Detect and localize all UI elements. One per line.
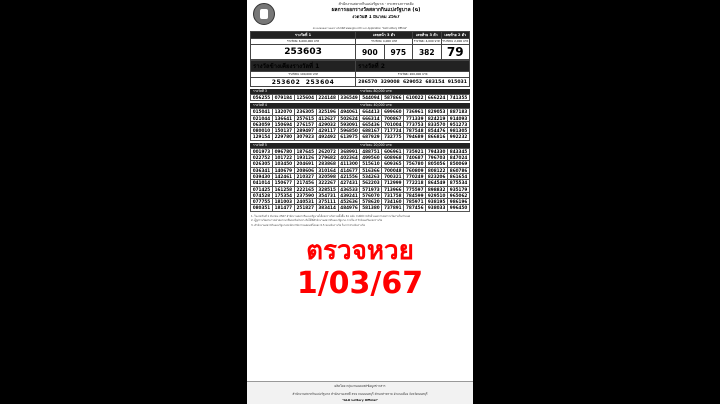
fifth-prize-number: 938195 [426, 199, 448, 205]
overlay-title: ตรวจหวย [306, 236, 414, 266]
fifth-prize-number: 499560 [360, 155, 382, 161]
draw-date: งวดวันที่ 1 มีนาคม 2567 [352, 15, 400, 19]
note-line: 2. ผู้ถูกรางวัลสามารถนำสลากมายื่นขอรับเงินรางวัลได้ที่สำนักงานสลากกินแบ่งรัฐบาล ภายใน 2 ปี นับแต่วันออกรางวัล [251, 219, 383, 223]
third-prize-amount: รางวัลละ 80,000 บาท [360, 89, 392, 93]
fourth-prize-number: 613975 [339, 134, 361, 140]
fourth-prize-number: 666314 [360, 116, 382, 122]
note-line: 1. ในงวดวันที่ 1 มีนาคม 2567 สำนักงานสลากกินแบ่งรัฐบาลได้ออกรางวัลรวมทั้งสิ้น 61 ฉบับ กรณีมีการทักท้วงผลการออกรางวัลภายในกำหนด [251, 214, 411, 218]
third-prize-number: 125604 [295, 95, 317, 101]
fifth-prize-number: 096780 [273, 149, 295, 155]
fourth-prize-number: 289497 [295, 128, 317, 134]
fourth-prize-number: 129154 [251, 134, 273, 140]
front3-label: เลขหน้า 3 ตัว [356, 32, 413, 39]
fifth-prize-number: 322267 [317, 180, 339, 186]
fourth-prize-number: 257615 [295, 116, 317, 122]
third-prize-number: 336549 [339, 95, 361, 101]
fifth-prize-number: 571973 [360, 187, 382, 193]
fifth-prize-number: 898832 [426, 187, 448, 193]
fourth-prize-number: 136641 [273, 116, 295, 122]
fourth-prize-number: 717724 [382, 128, 404, 134]
fourth-prize-number: 866816 [426, 134, 448, 140]
second-prize-number: 683154 [425, 79, 445, 85]
second-prize-label: รางวัลที่ 2 [356, 61, 470, 72]
fifth-prize-number: 484976 [339, 205, 361, 211]
fifth-prize-number: 320598 [317, 174, 339, 180]
fifth-prize-amount: รางวัลละ 20,000 บาท [360, 142, 392, 147]
footer-producer: ผลิตโดย กลุ่มงานเผยแพร่ข้อมูลข่าวสาร [334, 384, 386, 388]
fifth-prize-number: 713966 [382, 187, 404, 193]
fifth-prize-number: 262072 [317, 149, 339, 155]
third-prize-number: 666224 [426, 95, 448, 101]
second-prize-number: 286570 [358, 79, 378, 85]
fourth-prize-number: 150137 [273, 128, 295, 134]
fifth-prize-number: 001973 [251, 149, 273, 155]
fourth-prize-number: 700867 [382, 116, 404, 122]
fifth-prize-number: 283868 [317, 161, 339, 167]
fourth-prize-number: 502624 [339, 116, 361, 122]
fifth-prize-number: 074528 [251, 193, 273, 199]
fifth-prize-number: 935179 [448, 187, 470, 193]
fourth-prize-number: 854476 [426, 128, 448, 134]
fifth-prize-number: 534263 [360, 174, 382, 180]
fifth-prize-number: 210327 [295, 174, 317, 180]
fourth-prize-number: 596850 [339, 128, 361, 134]
fifth-prize-number: 436533 [339, 187, 361, 193]
fifth-prize-number: 700048 [382, 168, 404, 174]
fourth-prize-section [250, 103, 470, 140]
fifth-prize-number: 516366 [360, 168, 382, 174]
fifth-prize-section [250, 143, 470, 212]
fifth-prize-number: 731758 [382, 193, 404, 199]
fifth-prize-number: 222165 [295, 187, 317, 193]
fifth-prize-number: 787456 [404, 205, 426, 211]
fifth-prize-number: 237590 [295, 193, 317, 199]
second-prize-number: 329008 [380, 79, 400, 85]
third-prize-number: 587866 [382, 95, 404, 101]
fifth-prize-number: 041014 [251, 180, 273, 186]
fifth-prize-number: 760809 [404, 168, 426, 174]
fifth-prize-number: 735921 [404, 149, 426, 155]
fifth-prize-number: 823206 [426, 174, 448, 180]
fifth-prize-number: 847024 [448, 155, 470, 161]
fifth-prize-grid [250, 148, 470, 212]
fourth-prize-number: 494061 [339, 109, 361, 115]
fifth-prize-header [250, 143, 470, 148]
fifth-prize-number: 077755 [251, 199, 273, 205]
fifth-prize-number: 022752 [251, 155, 273, 161]
fourth-prize-label: รางวัลที่ 4 [253, 103, 267, 108]
fourth-prize-number: 132070 [273, 109, 295, 115]
glo-seal-icon [253, 3, 275, 25]
fifth-prize-number: 175354 [273, 193, 295, 199]
fifth-prize-number: 080351 [251, 205, 273, 211]
fifth-prize-number: 193126 [295, 155, 317, 161]
third-prize-grid [250, 94, 470, 101]
fifth-prize-number: 452636 [339, 199, 361, 205]
adjacent-numbers [251, 78, 356, 87]
front3-number: 975 [384, 45, 412, 60]
back3-number: 382 [413, 45, 441, 60]
adjacent-number: 253604 [305, 78, 335, 86]
fifth-prize-number: 402364 [339, 155, 361, 161]
fourth-prize-number: 492492 [317, 134, 339, 140]
fifth-prize-number: 578620 [360, 199, 382, 205]
fifth-prize-number: 368991 [339, 149, 361, 155]
fourth-prize-number: 276157 [295, 122, 317, 128]
fifth-prize-number: 208606 [295, 168, 317, 174]
front3-number: 900 [356, 45, 384, 60]
fifth-prize-number: 608968 [382, 155, 404, 161]
fourth-prize-number: 824219 [426, 116, 448, 122]
fifth-prize-number: 700321 [382, 174, 404, 180]
fourth-prize-number: 687929 [360, 134, 382, 140]
note-line: 3. สำนักงานสลากกินแบ่งรัฐบาลจะหักภาษีอากรแสตมป์ร้อยละ 0.5 ของเงินรางวัล ในการจ่ายเงินรางวัล [251, 223, 365, 227]
third-prize-number: 224148 [317, 95, 339, 101]
fifth-prize-number: 140679 [273, 168, 295, 174]
third-prize-number: 544094 [360, 95, 382, 101]
fourth-prize-number: 787548 [404, 128, 426, 134]
fourth-prize-number: 150694 [273, 122, 295, 128]
fifth-prize-number: 737891 [382, 205, 404, 211]
fifth-prize-number: 181477 [273, 205, 295, 211]
back3-label: เลขท้าย 3 ตัว [413, 32, 441, 39]
third-prize-section [250, 89, 470, 101]
fifth-prize-number: 515610 [360, 161, 382, 167]
fifth-prize-number: 411300 [339, 161, 361, 167]
fourth-prize-number: 887183 [448, 109, 470, 115]
second-prize-number: 629052 [402, 79, 423, 85]
fourth-prize-number: 688167 [360, 128, 382, 134]
fourth-prize-number: 080010 [251, 128, 273, 134]
fifth-prize-number: 279682 [317, 155, 339, 161]
second-prize-number: 915031 [447, 79, 467, 85]
fifth-prize-number: 375111 [317, 199, 339, 205]
verify-info: ตรวจสอบผลการออกรางวัลได้ที่ www.glo.or.th และ Application "GLO Lottery Official" [312, 27, 408, 30]
fifth-prize-number: 217456 [295, 180, 317, 186]
fourth-prize-number: 325196 [317, 109, 339, 115]
fifth-prize-number: 039430 [251, 174, 273, 180]
fifth-prize-number: 142461 [273, 174, 295, 180]
fourth-prize-number: 771339 [404, 116, 426, 122]
fifth-prize-number: 772218 [404, 180, 426, 186]
fourth-prize-number: 701004 [382, 122, 404, 128]
fifth-prize-number: 860786 [448, 168, 470, 174]
fourth-prize-number: 699660 [382, 109, 404, 115]
fifth-prize-number: 794330 [426, 149, 448, 155]
fifth-prize-number: 181003 [273, 199, 295, 205]
fifth-prize-number: 861654 [448, 174, 470, 180]
fourth-prize-number: 951273 [448, 122, 470, 128]
fourth-prize-number: 992232 [448, 134, 470, 140]
notes [251, 215, 469, 227]
lottery-results-sheet [247, 0, 473, 404]
fifth-prize-number: 354731 [317, 193, 339, 199]
fifth-prize-number: 609365 [382, 161, 404, 167]
third-prize-header [250, 89, 470, 94]
fourth-prize-number: 829053 [426, 109, 448, 115]
fourth-prize-header [250, 103, 470, 108]
fifth-prize-number: 576070 [360, 193, 382, 199]
fourth-prize-number: 773753 [404, 122, 426, 128]
fifth-prize-number: 785971 [404, 199, 426, 205]
fifth-prize-number: 581380 [360, 205, 382, 211]
fourth-prize-number: 229780 [273, 134, 295, 140]
third-prize-label: รางวัลที่ 3 [253, 89, 267, 93]
fourth-prize-number: 981305 [448, 128, 470, 134]
fifth-prize-number: 756780 [404, 161, 426, 167]
adjacent-amount: รางวัลละ 100,000 บาท [251, 72, 356, 78]
third-prize-number: 741355 [448, 95, 470, 101]
fourth-prize-number: 429117 [317, 128, 339, 134]
fourth-prize-number: 063059 [251, 122, 273, 128]
fifth-prize-number: 875534 [448, 180, 470, 186]
fifth-prize-number: 161258 [273, 187, 295, 193]
fourth-prize-number: 593091 [339, 122, 361, 128]
fifth-prize-number: 770249 [404, 174, 426, 180]
overlay-date: 1/03/67 [296, 266, 424, 301]
back2-label: เลขท้าย 2 ตัว [441, 32, 469, 39]
third-prize-number: 056255 [251, 95, 273, 101]
fourth-prize-number: 833570 [426, 122, 448, 128]
fifth-prize-number: 328515 [317, 187, 339, 193]
fourth-prize-number: 236305 [295, 109, 317, 115]
second-prize-numbers [356, 78, 470, 87]
fourth-prize-number: 021044 [251, 116, 273, 122]
fifth-prize-number: 808122 [426, 168, 448, 174]
fourth-prize-number: 914093 [448, 116, 470, 122]
back2-number: 79 [441, 45, 469, 60]
fourth-prize-number: 665436 [360, 122, 382, 128]
fifth-prize-number: 775597 [404, 187, 426, 193]
fifth-prize-number: 150677 [273, 180, 295, 186]
fifth-prize-number: 850069 [448, 161, 470, 167]
footer-address: สำนักงานสลากกินแบ่งรัฐบาล สำนักงานเลขที่ 359 ถนนนนทบุรี ตำบลท่าทราย อำเภอเมือง จังหวัดนนทบุรี [292, 392, 428, 396]
fifth-prize-number: 712999 [382, 180, 404, 186]
sheet-footer [247, 381, 473, 404]
fifth-prize-number: 103450 [273, 161, 295, 167]
fifth-prize-number: 488751 [360, 149, 382, 155]
first-prize-amount: รางวัลละ 6,000,000 บาท [251, 39, 356, 45]
fourth-prize-number: 412627 [317, 116, 339, 122]
fifth-prize-number: 843345 [448, 149, 470, 155]
fifth-prize-number: 986196 [448, 199, 470, 205]
fifth-prize-number: 071425 [251, 187, 273, 193]
first-prize-number: 253603 [251, 45, 356, 60]
sheet-title: ผลการออกรางวัลสลากกินแบ่งรัฐบาล (ฉ) [331, 7, 421, 13]
adjacent-label: รางวัลข้างเคียงรางวัลที่ 1 [251, 61, 356, 72]
front3-amount: รางวัลละ 4,000 บาท [356, 39, 413, 45]
first-prize-label: รางวัลที่ 1 [251, 32, 356, 39]
third-prize-number: 610022 [404, 95, 426, 101]
fourth-prize-grid [250, 108, 470, 140]
fifth-prize-number: 562203 [360, 180, 382, 186]
fifth-prize-number: 026305 [251, 161, 273, 167]
fifth-prize-number: 996450 [448, 205, 470, 211]
fifth-prize-number: 606961 [382, 149, 404, 155]
org-name: สำนักงานสลากกินแบ่งรัฐบาล · กระทรวงการคลัง [338, 2, 414, 6]
fourth-prize-number: 307923 [295, 134, 317, 140]
fourth-prize-number: 015041 [251, 109, 273, 115]
adjacent-number: 253602 [271, 78, 301, 86]
footer-app-name: "GLO Lottery Official" [341, 398, 379, 402]
fifth-prize-number: 864549 [426, 180, 448, 186]
fifth-prize-number: 427431 [339, 180, 361, 186]
fifth-prize-number: 310164 [317, 168, 339, 174]
adjacent-second-table [250, 60, 470, 87]
fourth-prize-number: 664413 [360, 109, 382, 115]
fifth-prize-number: 938033 [426, 205, 448, 211]
fifth-prize-number: 251827 [295, 205, 317, 211]
fourth-prize-amount: รางวัลละ 40,000 บาท [360, 103, 392, 108]
fifth-prize-number: 805056 [426, 161, 448, 167]
fifth-prize-number: 784599 [404, 193, 426, 199]
back3-amount: รางวัลละ 4,000 บาท [413, 39, 440, 43]
fifth-prize-number: 439241 [339, 193, 361, 199]
fifth-prize-number: 796703 [426, 155, 448, 161]
fifth-prize-number: 204691 [295, 161, 317, 167]
fifth-prize-number: 414677 [339, 168, 361, 174]
fourth-prize-number: 736961 [404, 109, 426, 115]
fifth-prize-number: 187645 [295, 149, 317, 155]
fourth-prize-number: 732775 [382, 134, 404, 140]
fifth-prize-number: 734160 [382, 199, 404, 205]
back2-amount: รางวัลละ 2,000 บาท [442, 39, 469, 43]
fifth-prize-number: 036341 [251, 168, 273, 174]
third-prize-number: 079184 [273, 95, 295, 101]
fifth-prize-number: 965062 [448, 193, 470, 199]
fifth-prize-number: 383414 [317, 205, 339, 211]
fifth-prize-number: 240531 [295, 199, 317, 205]
fifth-prize-number: 740687 [404, 155, 426, 161]
fifth-prize-number: 101722 [273, 155, 295, 161]
fourth-prize-number: 429032 [317, 122, 339, 128]
second-prize-amount: รางวัลละ 200,000 บาท [356, 72, 470, 78]
fifth-prize-number: 929510 [426, 193, 448, 199]
sheet-header [247, 0, 473, 26]
fourth-prize-number: 794689 [404, 134, 426, 140]
fifth-prize-label: รางวัลที่ 5 [253, 142, 267, 147]
main-prizes-table [250, 31, 470, 60]
fifth-prize-number: 421556 [339, 174, 361, 180]
